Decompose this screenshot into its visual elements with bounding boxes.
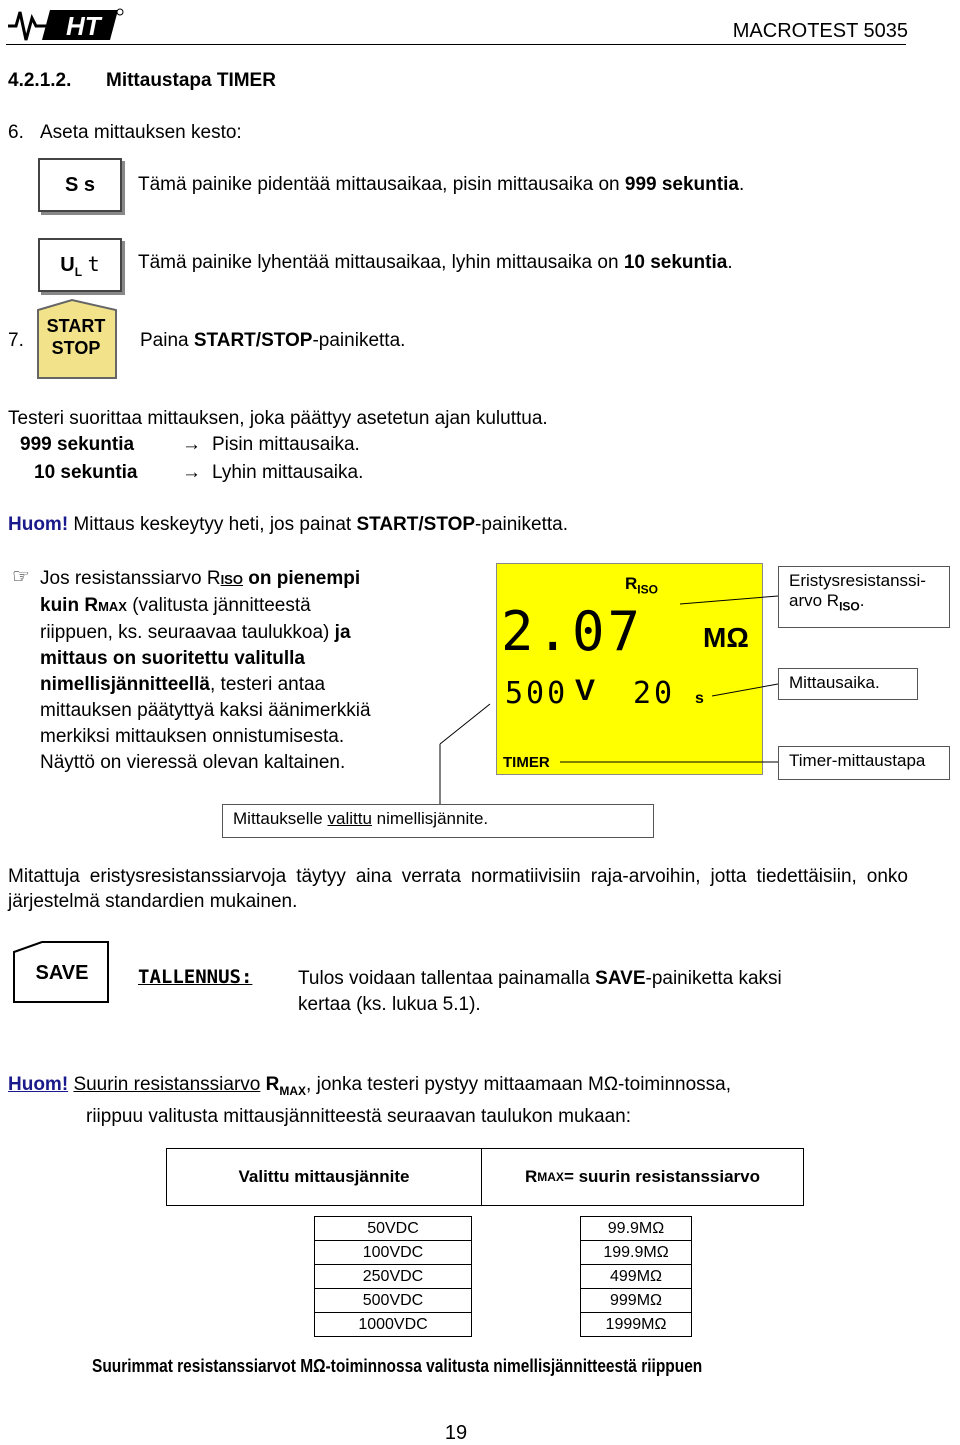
table-cell-rmax: 999MΩ: [580, 1289, 692, 1313]
table-cell-voltage: 250VDC: [314, 1265, 472, 1289]
timer-description: Testeri suorittaa mittauksen, joka päättyy asetetun ajan kuluttua.: [8, 408, 548, 429]
pointing-hand-icon: ☞: [12, 566, 30, 588]
table-cell-voltage: 100VDC: [314, 1241, 472, 1265]
decrease-time-label: $U_L$ t: [60, 251, 100, 279]
lcd-resistance-value: 2.07: [501, 600, 644, 663]
lcd-voltage-unit: V: [575, 674, 596, 707]
huom-label: Huom!: [8, 514, 69, 535]
callout-measurement-time: Mittausaika.: [778, 668, 918, 700]
increase-time-max: 999 sekuntia: [624, 174, 739, 195]
lcd-mode: TIMER: [503, 754, 550, 771]
tip-text: Jos resistanssiarvo RISO on pienempi kuin RMAX (valitusta jännitteestä riippuen, ks. seuraavaa taulukkoa) ja mittaus on suoritettu valitulla nimellisjännitteellä, testeri antaa mittauksen päätyttyä kaksi äänimerkkiä merkiksi mittauksen onnistumisesta. Näyttö on vieressä olevan kaltainen.: [40, 568, 371, 773]
table-cell-rmax: 1999MΩ: [580, 1313, 692, 1337]
max-duration-value: 999 sekuntia: [20, 434, 135, 455]
increase-time-text: Tämä painike pidentää mittausaikaa, pisin mittausaika on: [138, 174, 625, 195]
callout-timer-mode: Timer-mittaustapa: [778, 746, 950, 780]
save-button-label: SAVE: [35, 962, 89, 984]
step7-text: Paina START/STOP-painiketta.: [140, 330, 406, 351]
increase-time-description: Tämä painike pidentää mittausaikaa, pisin mittausaika on 999 sekuntia.: [138, 174, 745, 195]
max-duration-desc: Pisin mittausaika.: [212, 434, 360, 455]
product-title: MACROTEST 5035: [732, 20, 908, 42]
note-max-resistance: Huom! Suurin resistanssiarvo $R_{MAX}$, jonka testeri pystyy mittaamaan MΩ-toiminnossa, riippuu valitusta mittausjännitteestä seuraavan taulukon mukaan:: [8, 1074, 732, 1127]
save-description: Tulos voidaan tallentaa painamalla SAVE-painiketta kaksi kertaa (ks. lukua 5.1).: [298, 968, 782, 1015]
min-duration-value: 10 sekuntia: [34, 462, 138, 483]
table-cell-voltage: 50VDC: [314, 1216, 472, 1241]
stop-label: STOP: [51, 338, 101, 358]
table-cell-rmax: 499MΩ: [580, 1265, 692, 1289]
arrow-icon: →: [182, 462, 201, 483]
table-header: [166, 1148, 804, 1206]
step6-text: Aseta mittauksen kesto:: [40, 122, 242, 143]
lcd-time-unit: s: [695, 690, 704, 707]
callout-insulation-resistance: Eristysresistanssi- arvo $R_{ISO}$.: [778, 566, 950, 628]
logo-text: HT: [66, 11, 101, 41]
decrease-time-description: Tämä painike lyhentää mittausaikaa, lyhin mittausaika on 10 sekuntia.: [138, 252, 733, 273]
table-cell-voltage: 1000VDC: [314, 1313, 472, 1337]
compare-paragraph: Mitattuja eristysresistanssiarvoja täytyy aina verrata normatiivisiin raja-arvoihin, jotta tiedettäisiin, onko järjestelmä standardien mukainen.: [8, 866, 908, 912]
lcd-voltage: 500: [505, 676, 569, 711]
arrow-icon: →: [182, 434, 201, 455]
step6-number: 6.: [8, 122, 24, 143]
step7-number: 7.: [8, 330, 24, 351]
increase-time-label: S s: [64, 173, 96, 196]
lcd-time: 20: [633, 676, 676, 711]
lcd-unit: MΩ: [703, 622, 749, 653]
callout-selected-voltage: Mittaukselle valittu nimellisjännite.: [222, 804, 654, 838]
table-cell-rmax: 199.9MΩ: [580, 1241, 692, 1265]
table-caption: Suurimmat resistanssiarvot MΩ-toiminnossa valitusta nimellisjännitteestä riippuen: [92, 1356, 703, 1376]
min-duration-desc: Lyhin mittausaika.: [212, 462, 364, 483]
col-voltage-header: Valittu mittausjännite: [167, 1149, 482, 1205]
table-cell-rmax: 99.9MΩ: [580, 1216, 692, 1241]
note-interrupt: Huom! Mittaus keskeytyy heti, jos painat START/STOP-painiketta.: [8, 514, 568, 535]
section-number: 4.2.1.2.: [8, 70, 72, 91]
decrease-time-text: Tämä painike lyhentää mittausaikaa, lyhin mittausaika on: [138, 252, 624, 273]
decrease-time-min: 10 sekuntia: [623, 252, 728, 273]
save-button[interactable]: [12, 940, 112, 1006]
save-heading: TALLENNUS:: [138, 966, 253, 988]
start-label: START: [46, 316, 106, 336]
section-title: Mittaustapa TIMER: [106, 70, 276, 91]
col-rmax-header: R MAX = suurin resistanssiarvo: [524, 1167, 761, 1186]
lcd-riso-label: $R_{ISO}$: [625, 574, 658, 597]
table-cell-voltage: 500VDC: [314, 1289, 472, 1313]
rmax-table: [166, 1148, 804, 1337]
page-number: 19: [444, 1422, 468, 1444]
